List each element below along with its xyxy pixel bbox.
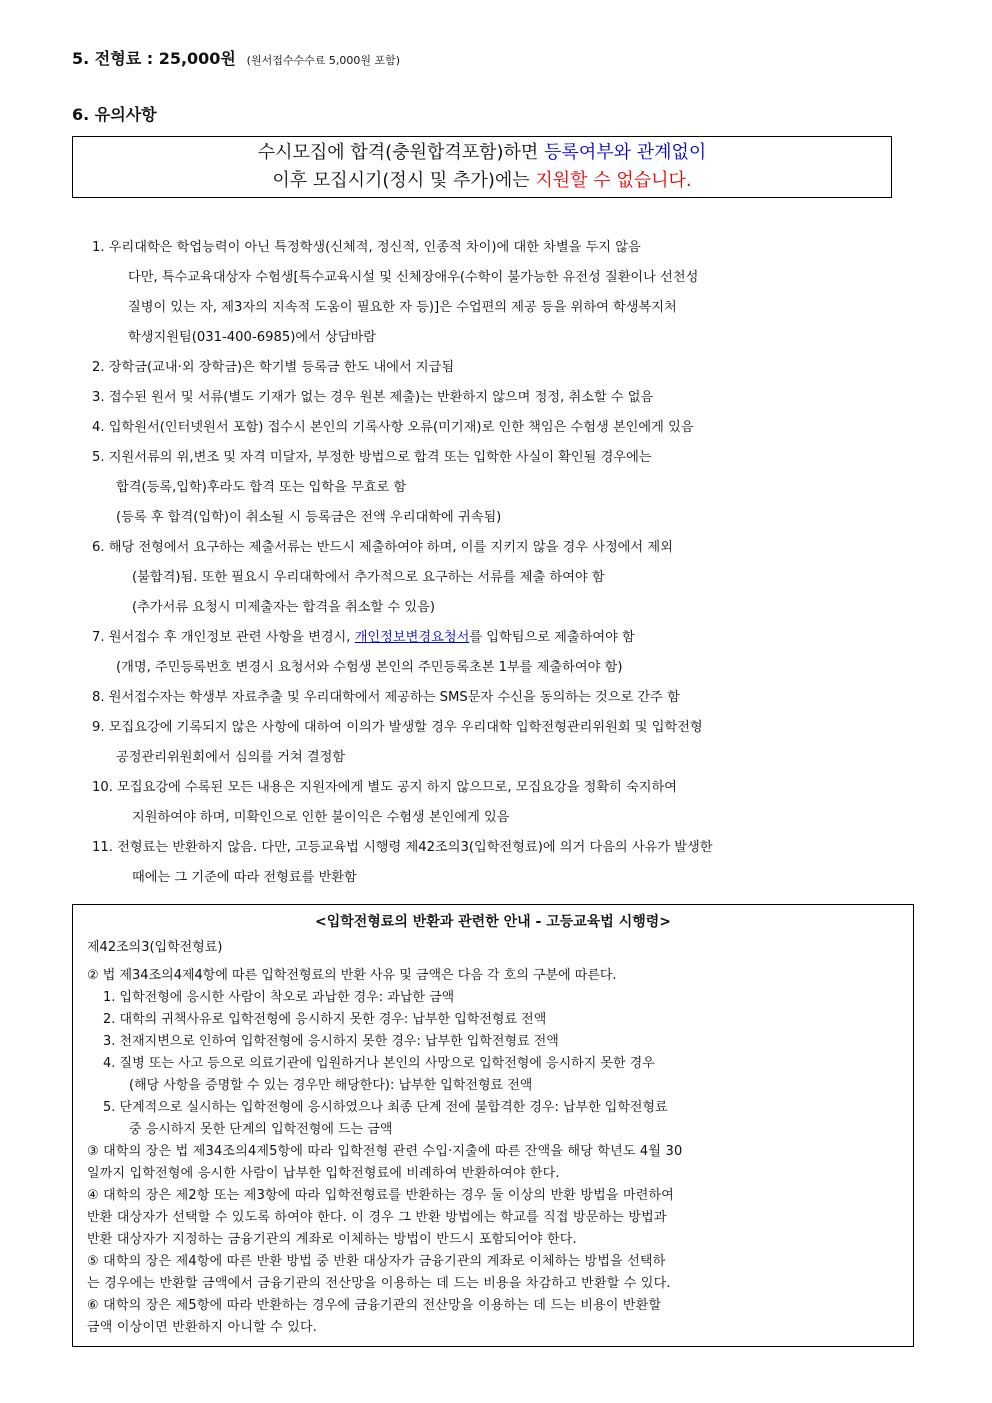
item-1-line-2: 다만, 특수교육대상자 수험생[특수교육시설 및 신체장애우(수학이 불가능한 유전성 질환이나 선천성 xyxy=(128,270,699,285)
law-item-5-continued: 중 응시하지 못한 단계의 입학전형에 드는 금액 xyxy=(129,1122,393,1137)
item-2: 2. 장학금(교내·외 장학금)은 학기별 등록금 한도 내에서 지급됨 xyxy=(92,360,455,375)
law-paragraph-4: ④ 대학의 장은 제2항 또는 제3항에 따라 입학전형료를 반환하는 경우 둘 이상의 반환 방법을 마련하여 xyxy=(87,1188,675,1203)
law-paragraph-6-continued: 금액 이상이면 반환하지 아니할 수 있다. xyxy=(87,1320,318,1335)
item-5-line-2: 합격(등록,입학)후라도 합격 또는 입학을 무효로 함 xyxy=(116,480,407,495)
notice-line-1-emphasis: 등록여부와 관계없이 xyxy=(544,142,707,163)
item-5-line-3: (등록 후 합격(입학)이 취소될 시 등록금은 전액 우리대학에 귀속됨) xyxy=(116,510,502,525)
law-paragraph-4-continued-1: 반환 대상자가 선택할 수 있도록 하여야 한다. 이 경우 그 반환 방법에는 학교를 직접 방문하는 방법과 xyxy=(87,1210,667,1225)
item-4: 4. 입학원서(인터넷원서 포함) 접수시 본인의 기록사항 오류(미기재)로 인한 책임은 수험생 본인에게 있음 xyxy=(92,420,694,435)
item-6-line-2: (불합격)됨. 또한 필요시 우리대학에서 추가적으로 요구하는 서류를 제출 하여야 함 xyxy=(132,570,605,585)
law-article-title: 제42조의3(입학전형료) xyxy=(87,940,223,955)
law-paragraph-2: ② 법 제34조의4제4항에 따른 입학전형료의 반환 사유 및 금액은 다음 각 호의 구분에 따른다. xyxy=(87,968,617,983)
personal-info-change-form-link[interactable]: 개인정보변경요청서 xyxy=(354,630,470,645)
fee-heading: 5. 전형료 : 25,000원 xyxy=(72,49,236,68)
fee-note: (원서접수수수료 5,000원 포함) xyxy=(246,54,400,67)
item-7-line-1 xyxy=(92,626,912,656)
item-9-line-1: 9. 모집요강에 기록되지 않은 사항에 대하여 이의가 발생할 경우 우리대학 입학전형관리위원회 및 입학전형 xyxy=(92,720,703,735)
law-item-2: 2. 대학의 귀책사유로 입학전형에 응시하지 못한 경우: 납부한 입학전형료 전액 xyxy=(103,1012,547,1027)
law-item-1: 1. 입학전형에 응시한 사람이 착오로 과납한 경우: 과납한 금액 xyxy=(103,990,455,1005)
notice-line-2 xyxy=(73,167,891,195)
law-item-4-continued: (해당 사항을 증명할 수 있는 경우만 해당한다): 납부한 입학전형료 전액 xyxy=(129,1078,533,1093)
item-7-text-a: 7. 원서접수 후 개인정보 관련 사항을 변경시, xyxy=(92,630,355,645)
law-paragraph-6: ⑥ 대학의 장은 제5항에 따라 반환하는 경우에 금융기관의 전산망을 이용하는 데 드는 비용이 반환할 xyxy=(87,1298,662,1313)
item-6-line-1: 6. 해당 전형에서 요구하는 제출서류는 반드시 제출하여야 하며, 이를 지키지 않을 경우 사정에서 제외 xyxy=(92,540,673,555)
item-9-line-2: 공정관리위원회에서 심의를 거쳐 결정함 xyxy=(116,750,346,765)
item-6-line-3: (추가서류 요청시 미제출자는 합격을 취소할 수 있음) xyxy=(132,600,435,615)
notice-line-2-text: 이후 모집시기(정시 및 추가)에는 xyxy=(272,170,536,191)
item-10-line-2: 지원하여야 하며, 미확인으로 인한 불이익은 수험생 본인에게 있음 xyxy=(132,810,510,825)
law-item-5: 5. 단계적으로 실시하는 입학전형에 응시하였으나 최종 단계 전에 불합격한 경우: 납부한 입학전형료 xyxy=(103,1100,668,1115)
law-item-3: 3. 천재지변으로 인하여 입학전형에 응시하지 못한 경우: 납부한 입학전형료 전액 xyxy=(103,1034,559,1049)
notice-items-list xyxy=(92,236,912,896)
refund-law-box xyxy=(72,904,914,1347)
item-10-line-1: 10. 모집요강에 수록된 모든 내용은 지원자에게 별도 공지 하지 않으므로, 모집요강을 정확히 숙지하여 xyxy=(92,780,678,795)
item-7-text-b: 를 입학팀으로 제출하여야 함 xyxy=(469,630,635,645)
law-box-title: <입학전형료의 반환과 관련한 안내 - 고등교육법 시행령> xyxy=(314,914,672,930)
fee-section xyxy=(72,46,400,69)
law-paragraph-5-continued: 는 경우에는 반환할 금액에서 금융기관의 전산망을 이용하는 데 드는 비용을 차감하고 반환할 수 있다. xyxy=(87,1276,671,1291)
item-1-line-3: 질병이 있는 자, 제3자의 지속적 도움이 필요한 자 등)]은 수업편의 제공 등을 위하여 학생복지처 xyxy=(128,300,677,315)
item-7-line-2: (개명, 주민등록번호 변경시 요청서와 수험생 본인의 주민등록초본 1부를 제출하여야 함) xyxy=(116,660,623,675)
section-6-heading: 6. 유의사항 xyxy=(72,105,157,124)
notice-box xyxy=(72,136,892,198)
item-1-line-1: 1. 우리대학은 학업능력이 아닌 특정학생(신체적, 정신적, 인종적 차이)에 대한 차별을 두지 않음 xyxy=(92,240,641,255)
law-paragraph-4-continued-2: 반환 대상자가 지정하는 금융기관의 계좌로 이체하는 방법이 반드시 포함되어야 한다. xyxy=(87,1232,577,1247)
item-8: 8. 원서접수자는 학생부 자료추출 및 우리대학에서 제공하는 SMS문자 수신을 동의하는 것으로 간주 함 xyxy=(92,690,680,705)
law-paragraph-3: ③ 대학의 장은 법 제34조의4제5항에 따라 입학전형 관련 수입·지출에 따른 잔액을 해당 학년도 4월 30 xyxy=(87,1144,683,1159)
law-paragraph-3-continued: 일까지 입학전형에 응시한 사람이 납부한 입학전형료에 비례하여 반환하여야 한다. xyxy=(87,1166,560,1181)
law-item-4: 4. 질병 또는 사고 등으로 의료기관에 입원하거나 본인의 사망으로 입학전형에 응시하지 못한 경우 xyxy=(103,1056,655,1071)
notice-line-1 xyxy=(73,139,891,167)
item-3: 3. 접수된 원서 및 서류(별도 기재가 없는 경우 원본 제출)는 반환하지 않으며 정정, 취소할 수 없음 xyxy=(92,390,654,405)
item-11-line-1: 11. 전형료는 반환하지 않음. 다만, 고등교육법 시행령 제42조의3(입학전형료)에 의거 다음의 사유가 발생한 xyxy=(92,840,713,855)
item-5-line-1: 5. 지원서류의 위,변조 및 자격 미달자, 부정한 방법으로 합격 또는 입학한 사실이 확인될 경우에는 xyxy=(92,450,652,465)
item-11-line-2: 때에는 그 기준에 따라 전형료를 반환함 xyxy=(132,870,357,885)
notice-line-1-text: 수시모집에 합격(충원합격포함)하면 xyxy=(257,142,545,163)
notice-line-2-emphasis: 지원할 수 없습니다. xyxy=(535,170,692,191)
law-paragraph-5: ⑤ 대학의 장은 제4항에 따른 반환 방법 중 반환 대상자가 금융기관의 계좌로 이체하는 방법을 선택하 xyxy=(87,1254,666,1269)
item-1-line-4: 학생지원팀(031-400-6985)에서 상담바람 xyxy=(128,330,377,345)
